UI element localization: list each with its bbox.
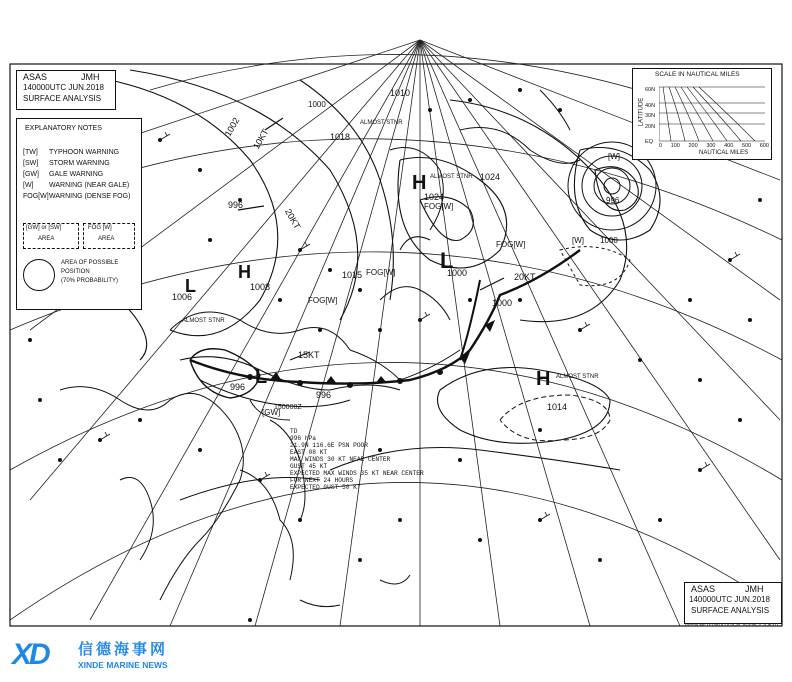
note-row bbox=[23, 169, 130, 180]
note-code: FOG[W] bbox=[23, 193, 49, 200]
lat-tick: 40N bbox=[645, 103, 656, 109]
note-row bbox=[23, 191, 130, 202]
explanatory-notes-box bbox=[16, 118, 142, 310]
pacific-high-label: H bbox=[536, 368, 551, 390]
high-center-value: 1024 bbox=[424, 192, 445, 202]
note-code: [SW] bbox=[23, 160, 39, 167]
td-info-line: 996 hPa bbox=[290, 435, 316, 442]
footer-code: ASAS bbox=[691, 584, 716, 594]
scale-x-ticks bbox=[659, 143, 769, 149]
x-tick: 100 bbox=[670, 143, 680, 149]
stationary-label: ALMOST STNR bbox=[556, 374, 599, 380]
lat-tick: 30N bbox=[645, 113, 656, 119]
scale-lat-label: LATITUDE bbox=[638, 97, 645, 127]
note-label: GALE WARNING bbox=[49, 171, 104, 178]
area-sample-code: FOG [W] bbox=[88, 225, 112, 231]
fog-warning: FOG[W] bbox=[308, 296, 338, 305]
issuer-label: JAPAN METEOROLOGICAL AGENCY TOKYO bbox=[684, 622, 779, 627]
fog-area-sample bbox=[83, 223, 135, 249]
probability-line: AREA OF POSSIBLE bbox=[61, 260, 119, 266]
lat-tick: 20N bbox=[645, 124, 656, 130]
note-code: [GW] bbox=[23, 171, 39, 178]
note-label: TYPHOON WARNING bbox=[49, 149, 120, 156]
td-info-line: TD bbox=[290, 428, 298, 435]
probability-line: (70% PROBABILITY) bbox=[61, 278, 119, 284]
td-info-line: MAX WINDS 30 KT NEAR CENTER bbox=[290, 456, 391, 463]
brand-cn-name: 信德海事网 bbox=[78, 640, 169, 658]
scale-title: SCALE IN NAUTICAL MILES bbox=[655, 71, 740, 78]
isobar-label: 1015 bbox=[342, 270, 363, 280]
west-low-value: 1006 bbox=[172, 292, 193, 302]
area-sample-code: [GW] or [SW] bbox=[26, 225, 62, 231]
td-info-block bbox=[290, 428, 424, 491]
td-info-line: EXPECTED GUST 50 KT bbox=[290, 484, 361, 491]
high-center-label: H bbox=[412, 172, 427, 194]
stationary-label: ALMOST STNR bbox=[360, 120, 403, 126]
isobar-label: 996 bbox=[228, 200, 244, 210]
motion-speed: 20KT bbox=[283, 207, 303, 231]
brand-logo-icon: XD bbox=[12, 638, 48, 671]
note-row bbox=[23, 158, 130, 169]
isobar-label: 1002 bbox=[222, 115, 242, 139]
note-label: WARNING (DENSE FOG) bbox=[49, 193, 131, 200]
note-row bbox=[23, 147, 130, 158]
brand-footer bbox=[0, 630, 792, 682]
inland-high-value: 1008 bbox=[250, 282, 271, 292]
note-code: [TW] bbox=[23, 149, 38, 156]
inland-high-label: H bbox=[238, 262, 251, 282]
gale-area-sample bbox=[23, 223, 79, 249]
isobar-label: 1024 bbox=[480, 172, 501, 182]
note-code: [W] bbox=[23, 182, 34, 189]
stationary-label: ALMOST STNR bbox=[430, 174, 473, 180]
x-tick: 200 bbox=[688, 143, 698, 149]
td-info-line: 21.9N 116.6E PSN POOR bbox=[290, 442, 368, 449]
td-forecast-time: 150000Z bbox=[274, 404, 302, 411]
td-info-line: EXPECTED MAX WINDS 35 KT NEAR CENTER bbox=[290, 470, 424, 477]
scale-box bbox=[632, 68, 772, 160]
near-gale-warning: [W] bbox=[608, 152, 620, 161]
scale-graph bbox=[659, 85, 767, 143]
x-tick: 300 bbox=[706, 143, 716, 149]
pacific-high-value: 1014 bbox=[547, 402, 568, 412]
chart-agency: JMH bbox=[81, 72, 100, 82]
gale-warning: [GW] bbox=[262, 408, 281, 417]
footer-header-box bbox=[684, 582, 782, 624]
brand-en-name: XINDE MARINE NEWS bbox=[78, 660, 168, 670]
fog-warning: FOG[W] bbox=[424, 202, 454, 211]
low-center-value: 1000 bbox=[447, 268, 468, 278]
isobar-label: 996 bbox=[606, 196, 620, 205]
west-low-label: L bbox=[185, 276, 196, 296]
x-tick: 500 bbox=[741, 143, 752, 149]
lat-tick: 60N bbox=[645, 87, 656, 93]
fog-warning: FOG[W] bbox=[366, 268, 396, 277]
chart-title: SURFACE ANALYSIS bbox=[23, 94, 102, 103]
chart-datetime: 140000UTC JUN.2018 bbox=[23, 83, 104, 92]
probability-line: POSITION bbox=[61, 269, 90, 275]
stationary-label: ALMOST STNR bbox=[182, 318, 225, 324]
isobar-label: 1000 bbox=[308, 100, 326, 109]
note-row bbox=[23, 180, 130, 191]
td-info-line: FOR NEXT 24 HOURS bbox=[290, 477, 354, 484]
probability-text bbox=[61, 259, 118, 286]
td-info-line: GUST 45 KT bbox=[290, 463, 328, 470]
notes-title: EXPLANATORY NOTES bbox=[25, 125, 102, 132]
fog-warning: FOG[W] bbox=[496, 240, 526, 249]
td-info-line: EAST 08 KT bbox=[290, 449, 328, 456]
td-low-value: 996 bbox=[230, 382, 246, 392]
motion-speed: 10KT bbox=[251, 127, 271, 151]
chart-header-box bbox=[16, 70, 116, 110]
isobar-label: 1000 bbox=[492, 298, 513, 308]
note-label: WARNING (NEAR GALE) bbox=[49, 182, 130, 189]
notes-rows bbox=[23, 147, 130, 202]
area-sample-label: AREA bbox=[98, 236, 115, 242]
motion-speed: 20KT bbox=[514, 272, 536, 282]
chart-code: ASAS bbox=[23, 72, 48, 82]
td-low-label: L bbox=[255, 366, 268, 388]
isobar-label: 1018 bbox=[330, 132, 351, 142]
scale-x-label: NAUTICAL MILES bbox=[699, 150, 749, 156]
motion-speed: 15KT bbox=[298, 350, 320, 360]
area-sample-label: AREA bbox=[38, 236, 55, 242]
lat-tick: EQ bbox=[645, 139, 653, 145]
x-tick: 600 bbox=[759, 143, 769, 149]
x-tick: 0 bbox=[659, 143, 663, 149]
isobar-label: 1010 bbox=[390, 88, 411, 98]
near-gale-warning: [W] bbox=[572, 236, 584, 245]
low-center-label: L bbox=[440, 248, 454, 273]
footer-datetime: 140000UTC JUN.2018 bbox=[689, 595, 770, 604]
note-label: STORM WARNING bbox=[49, 160, 110, 167]
footer-agency: JMH bbox=[745, 584, 764, 594]
isobar-label: 1000 bbox=[600, 236, 618, 245]
isobar-label: 996 bbox=[316, 390, 332, 400]
x-tick: 400 bbox=[724, 143, 734, 149]
footer-title: SURFACE ANALYSIS bbox=[691, 606, 770, 615]
probability-circle-icon bbox=[23, 259, 55, 291]
